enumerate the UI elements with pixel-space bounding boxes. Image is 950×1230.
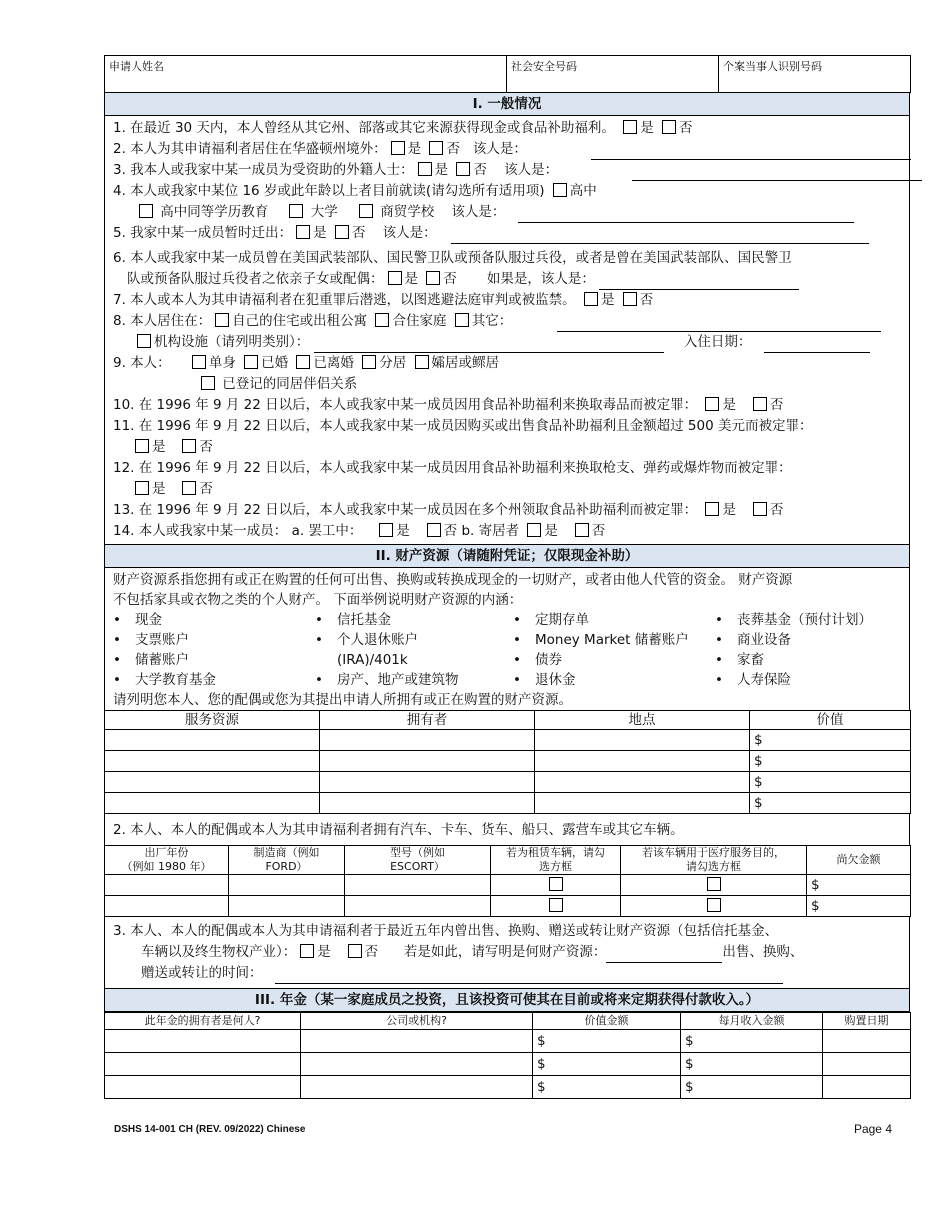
ssn-label: 社会安全号码 bbox=[511, 60, 577, 73]
question-5: 5. 我家中某一成员暂时迁出： 是 否 该人是： bbox=[105, 223, 909, 244]
example-item: • 信托基金 bbox=[315, 610, 513, 630]
q4-ged-checkbox[interactable] bbox=[139, 204, 153, 218]
example-item: • 个人退休账户 bbox=[315, 630, 513, 650]
q5-yes-checkbox[interactable] bbox=[296, 225, 310, 239]
q2-person-line[interactable] bbox=[591, 145, 911, 160]
question-6-cont: 队或预备队服过兵役者之依亲子女或配偶： 是 否 如果是，该人是： bbox=[105, 269, 909, 290]
medical-checkbox[interactable] bbox=[707, 877, 721, 891]
q9-widowed-checkbox[interactable] bbox=[415, 355, 429, 369]
question-11-options: 是 否 bbox=[105, 437, 909, 458]
q9-single-checkbox[interactable] bbox=[192, 355, 206, 369]
col-header: 公司或机构? bbox=[301, 1013, 533, 1030]
example-item: • 退休金 bbox=[513, 670, 715, 690]
q8-institution-checkbox[interactable] bbox=[137, 334, 151, 348]
question-8-institution: 机构设施（请列明类别）： 入住日期： bbox=[105, 332, 909, 353]
q4-trade-checkbox[interactable] bbox=[359, 204, 373, 218]
q6-no-checkbox[interactable] bbox=[426, 271, 440, 285]
q9-married-checkbox[interactable] bbox=[244, 355, 258, 369]
col-header: 此年金的拥有者是何人? bbox=[105, 1013, 301, 1030]
q8-own-home-checkbox[interactable] bbox=[215, 313, 229, 327]
col-header: 价值金额 bbox=[533, 1013, 681, 1030]
q3-yes-checkbox[interactable] bbox=[418, 162, 432, 176]
example-item: • 支票账户 bbox=[113, 630, 315, 650]
transfer-date-line[interactable] bbox=[275, 969, 783, 984]
col-header: 若为租赁车辆，请勾 选方框 bbox=[491, 846, 621, 875]
q4-college-checkbox[interactable] bbox=[289, 204, 303, 218]
col-header: 制造商（例如 FORD） bbox=[229, 846, 345, 875]
col-header: 服务资源 bbox=[105, 711, 320, 730]
table-row: $ $ bbox=[105, 1053, 911, 1076]
question-7: 7. 本人或本人为其申请福利者在犯重罪后潜逃，以图逃避法庭审判或被监禁。 是 否 bbox=[113, 292, 654, 308]
question-9-partner: 已登记的同居伴侣关系 bbox=[105, 374, 909, 395]
table-row: $ $ bbox=[105, 1030, 911, 1053]
q8-shared-checkbox[interactable] bbox=[375, 313, 389, 327]
q5-person-line[interactable] bbox=[451, 229, 869, 244]
q14b-no-checkbox[interactable] bbox=[575, 523, 589, 537]
applicant-name-label: 申请人姓名 bbox=[109, 60, 164, 73]
q6-yes-checkbox[interactable] bbox=[388, 271, 402, 285]
q3-transfer-no-checkbox[interactable] bbox=[348, 944, 362, 958]
q8-other-line[interactable] bbox=[557, 317, 881, 332]
col-header: 购置日期 bbox=[823, 1013, 911, 1030]
example-item: • 房产、地产或建筑物 bbox=[315, 670, 513, 690]
section-2-desc-2: 不包括家具或衣物之类的个人财产。 下面举例说明财产资源的内涵： bbox=[113, 592, 523, 608]
col-header: 尚欠金额 bbox=[807, 846, 911, 875]
question-4: 4. 本人或我家中某位 16 岁或此年龄以上者目前就读(请勾选所有适用项) 高中 bbox=[113, 183, 597, 199]
question-1: 1. 在最近 30 天内，本人曾经从其它州、部落或其它来源获得现金或食品补助福利。 是 否 bbox=[113, 120, 693, 136]
section-2-desc-1: 财产资源系指您拥有或正在购置的任何可出售、换购或转换成现金的一切财产，或者由他人代管的资金。 财产资源 bbox=[113, 572, 793, 588]
col-header: 价值 bbox=[750, 711, 911, 730]
example-item: • 丧葬基金（预付计划） bbox=[715, 610, 905, 630]
q9-partner-checkbox[interactable] bbox=[201, 376, 215, 390]
q7-yes-checkbox[interactable] bbox=[584, 292, 598, 306]
question-12: 12. 在 1996 年 9 月 22 日以后，本人或我家中某一成员因用食品补助福利来换取枪支、弹药或爆炸物而被定罪： bbox=[113, 460, 792, 476]
question-8: 8. 本人居住在： 自己的住宅或出租公寓 合住家庭 其它： bbox=[105, 311, 909, 332]
q14a-yes-checkbox[interactable] bbox=[379, 523, 393, 537]
ssn-field[interactable] bbox=[507, 56, 719, 93]
question-14: 14. 本人或我家中某一成员： a. 罢工中： 是 否 b. 寄居者 是 否 bbox=[113, 523, 606, 539]
vehicles-question: 2. 本人、本人的配偶或本人为其申请福利者拥有汽车、卡车、货车、船只、露营车或其它车辆。 bbox=[104, 814, 910, 845]
q13-no-checkbox[interactable] bbox=[753, 502, 767, 516]
q9-separated-checkbox[interactable] bbox=[362, 355, 376, 369]
resource-examples bbox=[105, 610, 909, 690]
q9-divorced-checkbox[interactable] bbox=[296, 355, 310, 369]
form-id: DSHS 14-001 CH (REV. 09/2022) Chinese bbox=[114, 1124, 306, 1135]
q1-yes-checkbox[interactable] bbox=[623, 120, 637, 134]
q10-yes-checkbox[interactable] bbox=[705, 397, 719, 411]
section-2-body bbox=[104, 568, 910, 710]
table-row: $ bbox=[105, 730, 911, 751]
q4-highschool-checkbox[interactable] bbox=[553, 183, 567, 197]
q11-yes-checkbox[interactable] bbox=[135, 439, 149, 453]
question-6: 6. 本人或我家中某一成员曾在美国武装部队、国民警卫队或预备队服过兵役，或者是曾在美国武装部队、国民警卫 bbox=[113, 250, 792, 266]
q12-no-checkbox[interactable] bbox=[182, 481, 196, 495]
q7-no-checkbox[interactable] bbox=[623, 292, 637, 306]
form-page bbox=[104, 55, 910, 1099]
q3-person-line[interactable] bbox=[632, 166, 922, 181]
q8-other-checkbox[interactable] bbox=[455, 313, 469, 327]
question-13: 13. 在 1996 年 9 月 22 日以后，本人或我家中某一成员因在多个州领取食品补助福利而被定罪： 是 否 bbox=[113, 502, 784, 518]
q8-institution-line[interactable] bbox=[314, 338, 664, 353]
resources-table bbox=[104, 710, 911, 814]
section-3-title: III. 年金（某一家庭成员之投资，且该投资可使其在目前或将来定期获得付款收入。） bbox=[104, 988, 910, 1012]
q10-no-checkbox[interactable] bbox=[753, 397, 767, 411]
table-row: $ bbox=[105, 793, 911, 814]
example-item: • 商业设备 bbox=[715, 630, 905, 650]
section-2-title: II. 财产资源（请随附凭证；仅限现金补助） bbox=[104, 544, 910, 568]
section-1-title: I. 一般情况 bbox=[104, 93, 910, 116]
q11-no-checkbox[interactable] bbox=[182, 439, 196, 453]
q2-yes-checkbox[interactable] bbox=[391, 141, 405, 155]
medical-checkbox[interactable] bbox=[707, 898, 721, 912]
q1-no-checkbox[interactable] bbox=[662, 120, 676, 134]
question-3: 3. 我本人或我家中某一成员为受资助的外籍人士： 是 否 该人是： bbox=[105, 160, 909, 181]
table-row: $ bbox=[105, 896, 911, 917]
applicant-header bbox=[104, 55, 911, 93]
question-4-options: 高中同等学历教育 大学 商贸学校 该人是： bbox=[105, 202, 909, 223]
example-item: • 储蓄账户 bbox=[113, 650, 315, 670]
table-row: $ bbox=[105, 751, 911, 772]
table-row: $ bbox=[105, 772, 911, 793]
example-item: • 大学教育基金 bbox=[113, 670, 315, 690]
q8-date-line[interactable] bbox=[764, 338, 870, 353]
q4-person-line[interactable] bbox=[518, 208, 854, 223]
section-1-body bbox=[104, 116, 910, 544]
q12-yes-checkbox[interactable] bbox=[135, 481, 149, 495]
example-item: • 债券 bbox=[513, 650, 715, 670]
col-header: 若该车辆用于医疗服务目的， 请勾选方框 bbox=[621, 846, 807, 875]
q5-no-checkbox[interactable] bbox=[335, 225, 349, 239]
case-id-field[interactable] bbox=[719, 56, 911, 93]
col-header: 拥有者 bbox=[320, 711, 535, 730]
q14a-no-checkbox[interactable] bbox=[427, 523, 441, 537]
applicant-name-field[interactable] bbox=[105, 56, 507, 93]
q6-person-line[interactable] bbox=[599, 275, 799, 290]
leased-checkbox[interactable] bbox=[549, 898, 563, 912]
transfer-question: 3. 本人、本人的配偶或本人为其申请福利者于最近五年内曾出售、换购、赠送或转让财产资源（包括信托基金、 车辆以及终生物权产业）： 是 否 若是如此，请写明是何财产资源： 出售、换购、 赠送或转让的时间： bbox=[104, 917, 910, 988]
col-header: 地点 bbox=[535, 711, 750, 730]
example-item: • 定期存单 bbox=[513, 610, 715, 630]
question-10: 10. 在 1996 年 9 月 22 日以后，本人或我家中某一成员因用食品补助福利来换取毒品而被定罪： 是 否 bbox=[113, 397, 784, 413]
question-12-options: 是 否 bbox=[105, 479, 909, 500]
q14b-yes-checkbox[interactable] bbox=[527, 523, 541, 537]
table-row: $ $ bbox=[105, 1076, 911, 1099]
col-header: 每月收入金额 bbox=[681, 1013, 823, 1030]
case-id-label: 个案当事人识别号码 bbox=[723, 60, 822, 73]
leased-checkbox[interactable] bbox=[549, 877, 563, 891]
example-item: • 家畜 bbox=[715, 650, 905, 670]
example-item-cont: (IRA)/401k bbox=[337, 652, 408, 668]
annuity-table bbox=[104, 1012, 911, 1099]
col-header: 出厂年份 （例如 1980 年） bbox=[105, 846, 229, 875]
q3-no-checkbox[interactable] bbox=[456, 162, 470, 176]
vehicles-table bbox=[104, 845, 911, 917]
transfer-resource-line[interactable] bbox=[606, 948, 722, 963]
question-11: 11. 在 1996 年 9 月 22 日以后，本人或我家中某一成员因购买或出售食品补助福利且金额超过 500 美元而被定罪： bbox=[113, 418, 813, 434]
example-item: • 现金 bbox=[113, 610, 315, 630]
table-row: $ bbox=[105, 875, 911, 896]
question-9: 9. 本人： 单身 已婚 已离婚 分居 孀居或鳏居 bbox=[113, 355, 500, 371]
list-prompt: 请列明您本人、您的配偶或您为其提出申请人所拥有或正在购置的财产资源。 bbox=[113, 692, 572, 708]
q3-transfer-yes-checkbox[interactable] bbox=[300, 944, 314, 958]
question-2: 2. 本人为其申请福利者居住在华盛顿州境外： 是 否 该人是： bbox=[105, 139, 909, 160]
example-item: • 人寿保险 bbox=[715, 670, 905, 690]
col-header: 型号（例如 ESCORT） bbox=[345, 846, 491, 875]
q13-yes-checkbox[interactable] bbox=[705, 502, 719, 516]
example-item: • Money Market 储蓄账户 bbox=[513, 630, 715, 650]
q2-no-checkbox[interactable] bbox=[429, 141, 443, 155]
page-number: Page 4 bbox=[853, 1122, 892, 1136]
